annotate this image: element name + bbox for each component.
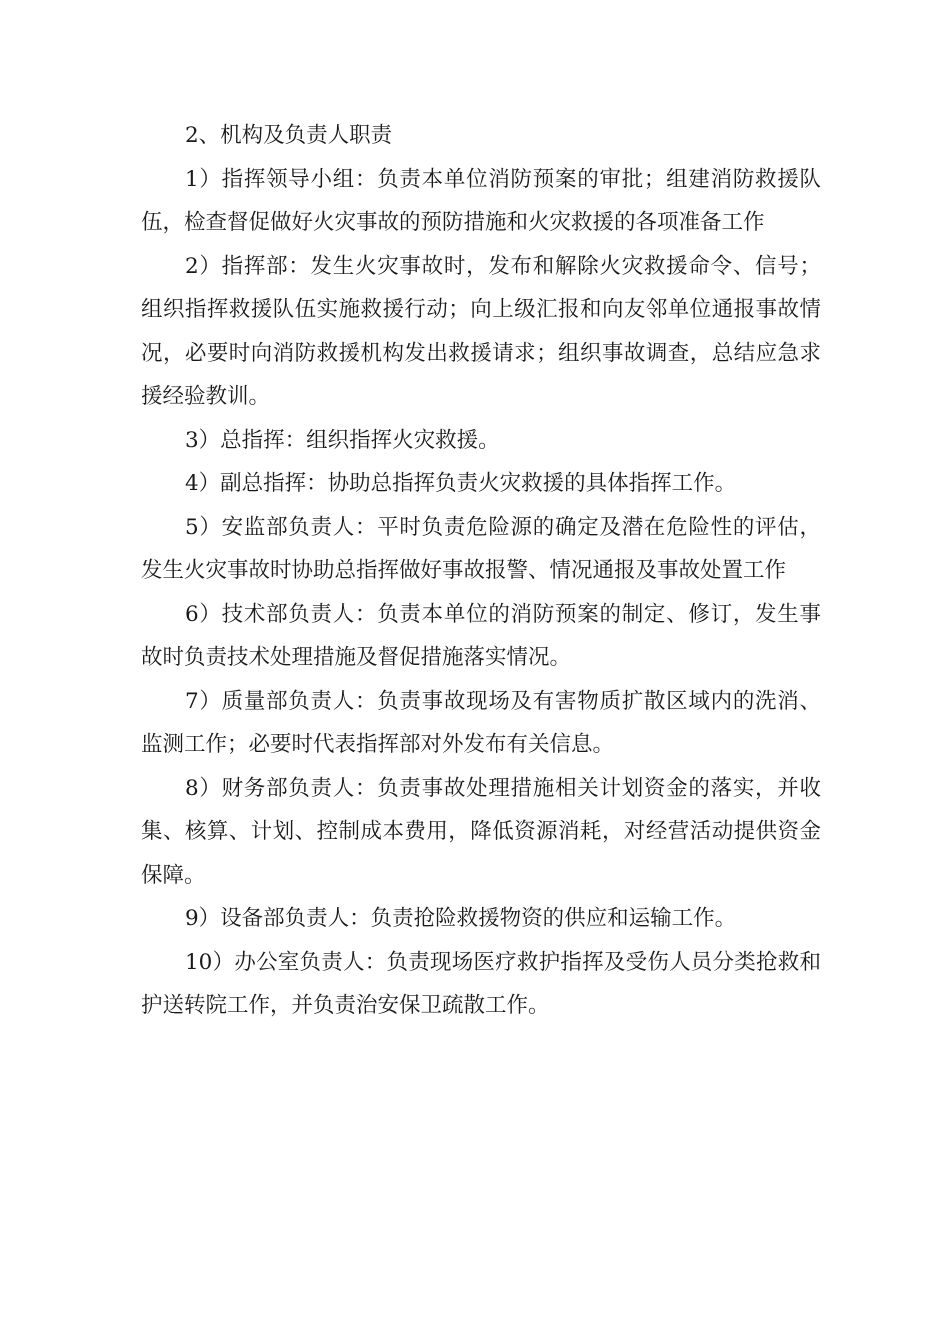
- paragraph-quality-dept: 7）质量部负责人：负责事故现场及有害物质扩散区域内的洗消、监测工作；必要时代表指挥部对外发布有关信息。: [141, 688, 821, 757]
- paragraph-technical-dept: 6）技术部负责人：负责本单位的消防预案的制定、修订，发生事故时负责技术处理措施及督促措施落实情况。: [141, 601, 821, 670]
- paragraph-finance-dept: 8）财务部负责人：负责事故处理措施相关计划资金的落实，并收集、核算、计划、控制成本费用，降低资源消耗，对经营活动提供资金保障。: [141, 775, 821, 888]
- paragraph-command-center: 2）指挥部：发生火灾事故时，发布和解除火灾救援命令、信号；组织指挥救援队伍实施救援行动；向上级汇报和向友邻单位通报事故情况，必要时向消防救援机构发出救援请求；组织事故调查，总结应急求援经验教训。: [141, 253, 821, 409]
- paragraph-deputy-commander: 4）副总指挥：协助总指挥负责火灾救援的具体指挥工作。: [185, 471, 737, 496]
- paragraph-safety-dept: 5）安监部负责人：平时负责危险源的确定及潜在危险性的评估，发生火灾事故时协助总指挥做好事故报警、情况通报及事故处置工作: [141, 514, 821, 583]
- section-heading: 2、机构及负责人职责: [185, 123, 393, 148]
- paragraph-command-group: 1）指挥领导小组：负责本单位消防预案的审批；组建消防救援队伍，检查督促做好火灾事故的预防措施和火灾救援的各项准备工作: [141, 166, 821, 235]
- paragraph-office: 10）办公室负责人：负责现场医疗救护指挥及受伤人员分类抢救和护送转院工作，并负责治安保卫疏散工作。: [141, 949, 821, 1018]
- document-body: [141, 114, 821, 1028]
- paragraph-equipment-dept: 9）设备部负责人：负责抢险救援物资的供应和运输工作。: [185, 906, 737, 931]
- paragraph-chief-commander: 3）总指挥：组织指挥火灾救援。: [185, 427, 500, 453]
